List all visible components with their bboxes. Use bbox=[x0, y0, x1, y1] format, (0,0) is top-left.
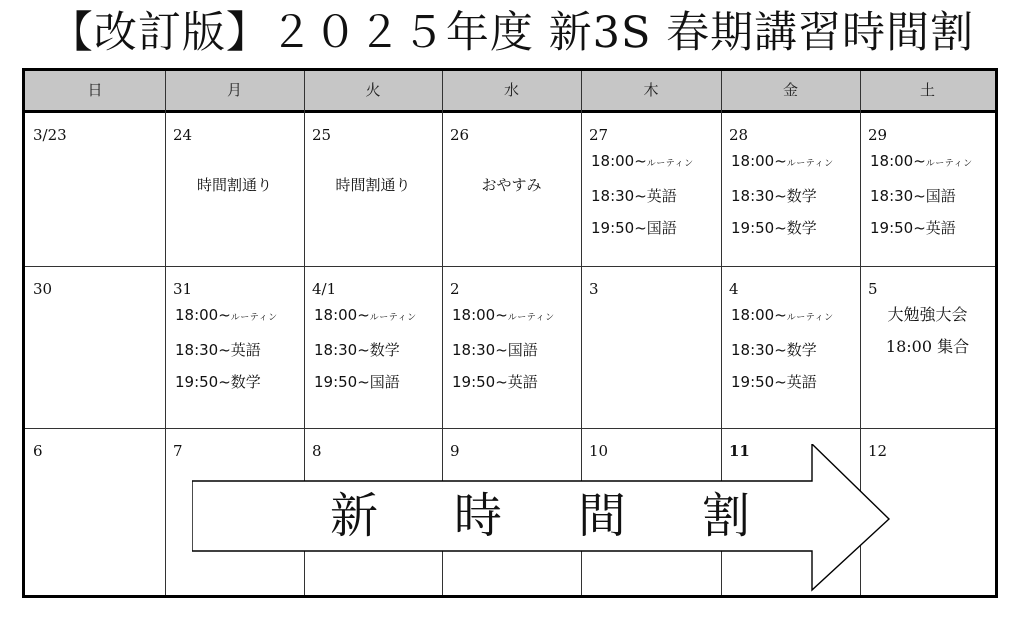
schedule-line: 19:50~英語 bbox=[870, 219, 956, 237]
day-cell bbox=[165, 113, 304, 266]
date-label: 25 bbox=[312, 126, 332, 144]
day-cell bbox=[25, 429, 165, 595]
date-label: 30 bbox=[33, 280, 53, 298]
day-cell bbox=[721, 267, 860, 428]
schedule-line: 19:50~英語 bbox=[452, 373, 538, 391]
schedule-routine: ルーティン bbox=[925, 159, 973, 169]
schedule-line bbox=[591, 145, 721, 180]
schedule-time: 18:00~ bbox=[314, 306, 370, 324]
weekday-fri: 金 bbox=[782, 81, 798, 99]
day-cell bbox=[581, 113, 721, 266]
event-time: 18:00 集合 bbox=[885, 337, 970, 356]
schedule-routine: ルーティン bbox=[230, 313, 278, 323]
timetable-calendar bbox=[22, 68, 998, 598]
date-label: 29 bbox=[868, 126, 888, 144]
schedule-line: 19:50~数学 bbox=[175, 373, 261, 391]
schedule-line bbox=[175, 299, 304, 334]
date-label: 7 bbox=[173, 442, 183, 460]
weekday-tue: 火 bbox=[365, 81, 381, 99]
date-label: 31 bbox=[173, 280, 193, 298]
schedule-routine: ルーティン bbox=[507, 313, 555, 323]
day-cell bbox=[860, 267, 995, 428]
date-label: 3/23 bbox=[33, 126, 67, 144]
schedule-line: 19:50~国語 bbox=[314, 373, 400, 391]
day-cell bbox=[304, 267, 442, 428]
event-title: 大勉強大会 bbox=[887, 305, 968, 324]
day-cell bbox=[581, 267, 721, 428]
date-label: 5 bbox=[868, 280, 878, 298]
schedule-note: 時間割通り bbox=[196, 176, 272, 194]
date-label: 27 bbox=[589, 126, 609, 144]
date-label: 11 bbox=[729, 442, 750, 460]
schedule-time: 18:00~ bbox=[591, 152, 647, 170]
weekday-mon: 月 bbox=[226, 81, 242, 99]
schedule-line bbox=[314, 299, 442, 334]
banner-char: 間 bbox=[577, 488, 626, 544]
day-cell bbox=[721, 113, 860, 266]
date-label: 2 bbox=[450, 280, 460, 298]
weekday-sat: 土 bbox=[919, 81, 935, 99]
schedule-line: 19:50~英語 bbox=[731, 373, 817, 391]
schedule-routine: ルーティン bbox=[786, 313, 834, 323]
weekday-sun: 日 bbox=[87, 81, 103, 99]
banner-char: 新 bbox=[330, 488, 379, 544]
date-label: 26 bbox=[450, 126, 470, 144]
schedule-line: 18:30~英語 bbox=[175, 341, 261, 359]
banner-char: 時 bbox=[453, 488, 502, 544]
schedule-line bbox=[452, 299, 581, 334]
day-cell bbox=[442, 113, 581, 266]
schedule-line: 19:50~数学 bbox=[731, 219, 817, 237]
schedule-routine: ルーティン bbox=[646, 159, 694, 169]
date-label: 9 bbox=[450, 442, 460, 460]
date-label: 10 bbox=[589, 442, 609, 460]
schedule-time: 18:00~ bbox=[731, 152, 787, 170]
date-label: 4 bbox=[729, 280, 739, 298]
date-label: 8 bbox=[312, 442, 322, 460]
schedule-line bbox=[731, 145, 860, 180]
weekday-thu: 木 bbox=[643, 81, 659, 99]
schedule-line: 18:30~国語 bbox=[870, 187, 956, 205]
date-label: 6 bbox=[33, 442, 43, 460]
schedule-line: 18:30~数学 bbox=[731, 341, 817, 359]
date-label: 3 bbox=[589, 280, 599, 298]
schedule-line: 18:30~数学 bbox=[314, 341, 400, 359]
schedule-note: 時間割通り bbox=[335, 176, 411, 194]
banner-char: 割 bbox=[701, 488, 750, 544]
schedule-time: 18:00~ bbox=[452, 306, 508, 324]
schedule-line: 18:30~国語 bbox=[452, 341, 538, 359]
date-label: 28 bbox=[729, 126, 749, 144]
schedule-routine: ルーティン bbox=[369, 313, 417, 323]
schedule-line: 18:30~英語 bbox=[591, 187, 677, 205]
schedule-line: 18:30~数学 bbox=[731, 187, 817, 205]
new-timetable-banner bbox=[330, 481, 750, 551]
date-label: 4/1 bbox=[312, 280, 337, 298]
day-cell bbox=[860, 113, 995, 266]
page-title: 【改訂版】２０２５年度 新3S 春期講習時間割 bbox=[49, 8, 975, 58]
day-cell bbox=[25, 267, 165, 428]
date-label: 12 bbox=[868, 442, 888, 460]
day-cell bbox=[442, 267, 581, 428]
schedule-time: 18:00~ bbox=[731, 306, 787, 324]
date-label: 24 bbox=[173, 126, 193, 144]
weekday-wed: 水 bbox=[503, 81, 519, 99]
schedule-note: おやすみ bbox=[481, 176, 542, 194]
schedule-line: 19:50~国語 bbox=[591, 219, 677, 237]
day-cell bbox=[304, 113, 442, 266]
weekday-header-row bbox=[25, 71, 995, 113]
day-cell bbox=[25, 113, 165, 266]
day-cell bbox=[165, 267, 304, 428]
schedule-time: 18:00~ bbox=[175, 306, 231, 324]
schedule-routine: ルーティン bbox=[786, 159, 834, 169]
schedule-line bbox=[731, 299, 860, 334]
schedule-line bbox=[870, 145, 995, 180]
schedule-time: 18:00~ bbox=[870, 152, 926, 170]
